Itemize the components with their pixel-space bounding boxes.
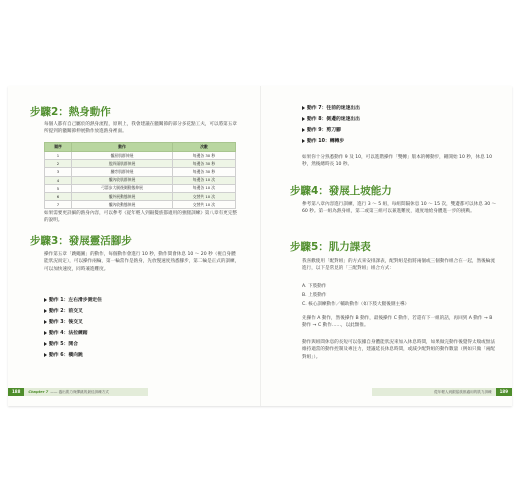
- footer-title: —— 養出肌力與彈跳的最佳訓練方式: [50, 389, 109, 394]
- chapter-label: Chapter 7: [28, 390, 49, 394]
- table-row: [45, 192, 236, 200]
- table-cell: 每邊各 30 秒: [173, 152, 236, 160]
- triangle-bullet-icon: [302, 106, 305, 110]
- triangle-bullet-icon: [302, 128, 305, 132]
- move-list-item: 動作 7：往前的迷速出出: [302, 105, 360, 112]
- table-row: [45, 160, 236, 168]
- step4-heading: 步驟4：發展上坡能力: [290, 185, 392, 197]
- triangle-bullet-icon: [44, 320, 47, 324]
- triangle-bullet-icon: [302, 117, 305, 121]
- table-cell: 股四頭肌群伸展: [72, 160, 173, 168]
- moves-paragraph: 如果你十分熟悉動作 9 及 10，可以進階操作「雙轉」版本的轉動步，剛開始 10 秒，休息 10 秒，然後總時長 10 秒。: [302, 155, 493, 168]
- triangle-bullet-icon: [44, 309, 47, 313]
- table-cell: 每邊各 10 次: [173, 176, 236, 184]
- triangle-bullet-icon: [44, 353, 47, 357]
- table-cell: 1: [45, 152, 72, 160]
- table-cell: 3: [45, 168, 72, 176]
- triangle-bullet-icon: [302, 139, 305, 143]
- step2-paragraph: 每個人都有自己屬於的熱身流程，原則上，我會建議在髖關節的部分多花點工夫，可以將第五章所提到的髖關節伸展動作放進熱身裡面。: [44, 122, 237, 135]
- table-cell: 髖內收動態伸展: [72, 201, 173, 209]
- step3-heading: 步驟3：發展靈活腳步: [30, 235, 132, 247]
- table-cell: 髖屈肌群伸展: [72, 152, 173, 160]
- table-cell: 4: [45, 176, 72, 184]
- step5-heading: 步驟5：肌力課表: [290, 241, 371, 253]
- book-spread: [8, 86, 512, 406]
- right-page: [260, 86, 512, 406]
- triangle-bullet-icon: [44, 331, 47, 335]
- move-list-item: 動作 4：法拉練踏: [44, 330, 88, 337]
- table-cell: 2: [45, 160, 72, 168]
- move-list-item: 動作 3：後交叉: [44, 319, 83, 326]
- table-cell: 膕旁肌群伸展: [72, 168, 173, 176]
- table-header-cell: 順序: [45, 143, 72, 152]
- table-row: [45, 168, 236, 176]
- table-cell: 每邊各 30 秒: [173, 168, 236, 176]
- move-list-item: 動作 9：剪刀腳: [302, 127, 341, 134]
- table-cell: 每邊各 30 秒: [173, 160, 236, 168]
- move-list-item: 動作 1：左右滑步側定住: [44, 297, 102, 304]
- after-table-paragraph: 如果需要更詳細的熱身內容，可以參考《從年輕人到銀髮族都適用的強腿訓練》第八章有更完整的說明。: [44, 211, 237, 224]
- left-footer: [8, 388, 148, 396]
- table-cell: 髖外展動態伸展: [72, 192, 173, 200]
- step5-paragraph-2: 先操作 A 動作，然後操作 B 動作，最後操作 C 動作，若還有下一組的話，再回到 A 動作 → B 動作 → C 動作……，以此類推。: [302, 316, 493, 329]
- table-header-cell: 次數: [173, 143, 236, 152]
- list-item: A. 下肢動作: [302, 284, 327, 289]
- table-cell: 弓箭步大腿後側動態伸展: [72, 184, 173, 192]
- table-cell: 7: [45, 201, 72, 209]
- move-list-item: 動作 10：轉轉步: [302, 138, 344, 145]
- page-number: 189: [496, 388, 512, 396]
- footer-title: 從年輕人到銀髮族都適用的肌力訓練: [434, 389, 492, 394]
- step4-paragraph: 參考第八章內容進行訓練，進行 3 ～ 5 組，每組間隔休息 10 ～ 15 次，雙邊都可以休息 30 ～ 60 秒。第一組為熱身組，第二或第三組可以兼進難度，適度地給身體進一步的挑戰。: [302, 202, 497, 215]
- step5-paragraph-3: 動作與組間休息的長短可以依據自身體能狀況來加入休息時間，如果做完動作後覺得太喘或無法維持適當的動作控制及專注力，建議延長休息時間，或減少配對組的動作數量（例如只做「兩配對組」）。: [302, 340, 495, 360]
- table-cell: 交替共 10 次: [173, 201, 236, 209]
- table-cell: 交替共 10 次: [173, 192, 236, 200]
- right-footer: [372, 388, 512, 396]
- move-list-item: 動作 8：側邊的迷速出出: [302, 116, 360, 123]
- triangle-bullet-icon: [44, 298, 47, 302]
- step5-paragraph: 我喜歡使用「配對組」的方式來安排課表，配對組是指將兩個或三個動作組合在一起，然後輪流進行，以下是常見的「三配對組」組合方式：: [302, 259, 495, 272]
- move-list-item: 動作 5：開合: [44, 341, 78, 348]
- table-cell: 5: [45, 184, 72, 192]
- page-number: 188: [8, 388, 24, 396]
- table-cell: 6: [45, 192, 72, 200]
- move-list-item: 動作 6：橫向跳: [44, 352, 83, 359]
- table-header-cell: 動作: [72, 143, 173, 152]
- table-row: [45, 201, 236, 209]
- table-row: [45, 152, 236, 160]
- move-list-item: 動作 2：前交叉: [44, 308, 83, 315]
- warmup-table: [44, 142, 236, 209]
- table-header-row: [45, 143, 236, 152]
- left-page: [8, 86, 260, 406]
- list-item: B. 上肢動作: [302, 293, 327, 298]
- list-item: C. 核心訓練動作／輔助動作（如下肢大腿後側主導）: [302, 302, 410, 307]
- table-row: [45, 176, 236, 184]
- table-row: [45, 184, 236, 192]
- table-cell: 髖內收肌群伸展: [72, 176, 173, 184]
- step2-heading: 步驟2：熱身動作: [30, 106, 111, 118]
- table-cell: 每邊各 10 次: [173, 184, 236, 192]
- step3-paragraph: 操作第五章「跳繩圖」的動作，每個動作會進行 10 秒，動作間會休息 10 ～ 20 秒（視自身體能狀況而定），可以操作兩輪，第一輪當作是熱身，先放慢速度熟悉腳步，第二輪是正式的訓練，可以加快速度，同時兼進難度。: [44, 252, 240, 272]
- triangle-bullet-icon: [44, 342, 47, 346]
